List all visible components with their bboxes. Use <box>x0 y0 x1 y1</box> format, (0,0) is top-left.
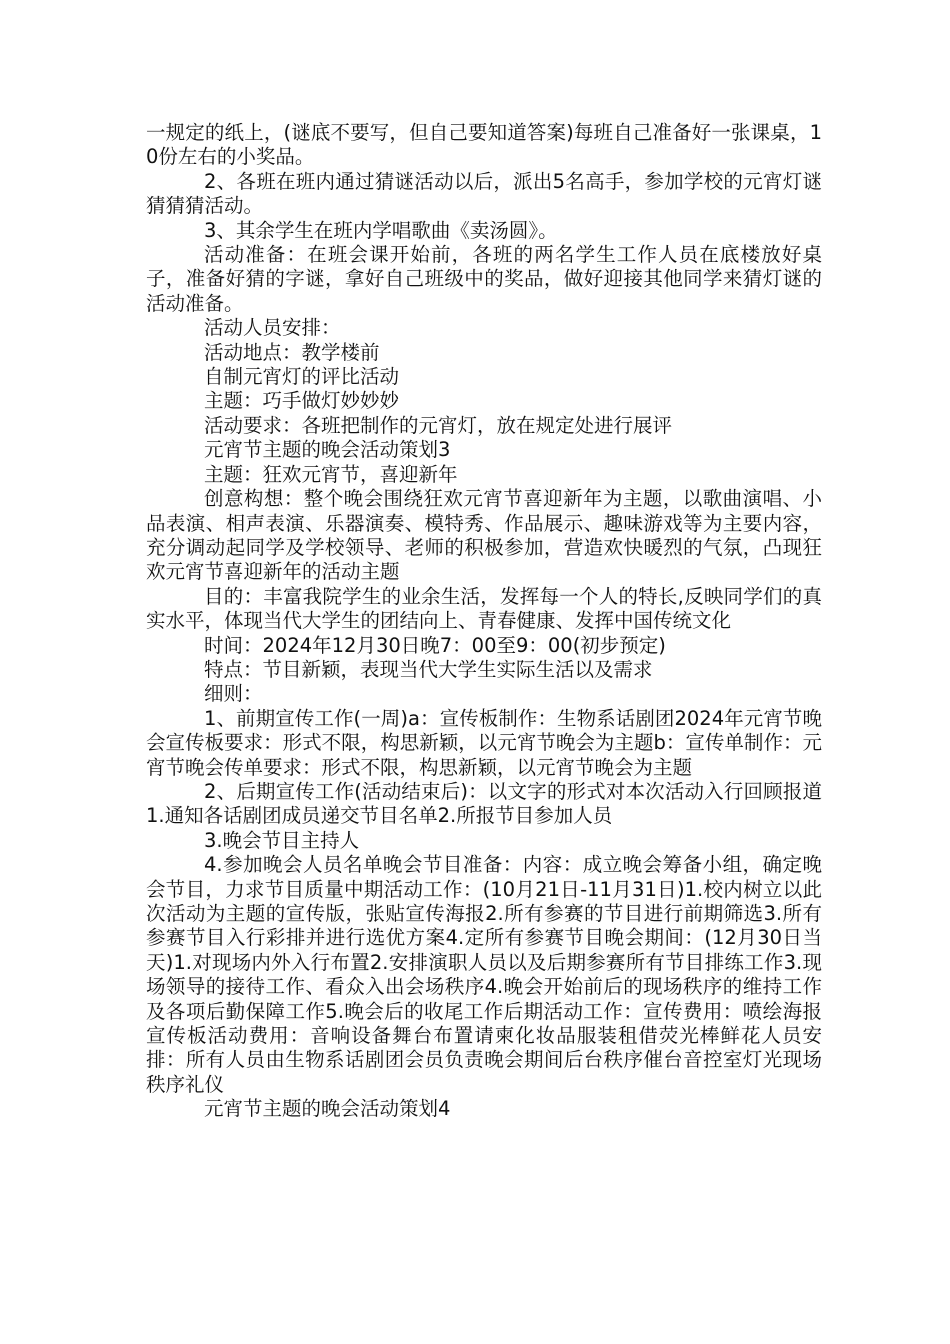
paragraph-pre-promotion: 1、前期宣传工作(一周)a：宣传板制作：生物系话剧团2024年元宵节晚会宣传板要求：形式不限，构思新颖，以元宵节晚会为主题b：宣传单制作：元宵节晚会传单要求：形式不限，构思新颖，以元宵节晚会为主题 <box>146 706 822 779</box>
paragraph-step-3: 3、其余学生在班内学唱歌曲《卖汤圆》。 <box>204 218 558 242</box>
document-body <box>146 121 822 1122</box>
paragraph-purpose: 目的：丰富我院学生的业余生活，发挥每一个人的特长,反映同学们的真实水平，体现当代大学生的团结向上、青春健康、发挥中国传统文化 <box>146 584 822 633</box>
paragraph-concept: 创意构想：整个晚会围绕狂欢元宵节喜迎新年为主题，以歌曲演唱、小品表演、相声表演、乐器演奏、模特秀、作品展示、趣味游戏等为主要内容，充分调动起同学及学校领导、老师的积极参加，营造欢快暖烈的气氛，凸现狂欢元宵节喜迎新年的活动主题 <box>146 487 822 584</box>
paragraph-staff-arrangement: 活动人员安排： <box>204 316 341 340</box>
paragraph-time: 时间：2024年12月30日晚7：00至9：00(初步预定) <box>204 633 666 657</box>
paragraph-host: 3.晚会节目主持人 <box>204 828 360 852</box>
section-heading-plan-4: 元宵节主题的晚会活动策划4 <box>204 1097 451 1121</box>
paragraph-features: 特点：节目新颖，表现当代大学生实际生活以及需求 <box>204 657 653 681</box>
paragraph-participants: 4.参加晚会人员名单晚会节目准备：内容：成立晚会筹备小组，确定晚会节目，力求节目质量中期活动工作：(10月21日-11月31日)1.校内树立以此次活动为主题的宣传版，张贴宣传海报2.所有参赛的节目进行前期筛选3.所有参赛节目入行彩排并进行选优方案4.定所有参赛节目晚会期间：(12月30日当天)1.对现场内外入行布置2.安排演职人员以及后期参赛所有节目排练工作3.现场领导的接待工作、看众入出会场秩序4.晚会开始前后的现场秩序的维持工作及各项后勤保障工作5.晚会后的收尾工作后期活动工作：宣传费用：喷绘海报宣传板活动费用：音响设备舞台布置请柬化妆品服装租借荧光棒鲜花人员安排：所有人员由生物系话剧团会员负责晚会期间后台秩序催台音控室灯光现场秩序礼仪 <box>146 853 822 1096</box>
paragraph-location: 活动地点：教学楼前 <box>204 340 380 364</box>
paragraph-prep-items: 一规定的纸上，(谜底不要写，但自己要知道答案)每班自己准备好一张课桌，10份左右的小奖品。 <box>146 121 822 169</box>
paragraph-requirements: 活动要求：各班把制作的元宵灯，放在规定处进行展评 <box>204 413 673 437</box>
paragraph-details-label: 细则： <box>204 682 263 706</box>
paragraph-theme-lantern: 主题：巧手做灯妙妙妙 <box>204 389 400 413</box>
section-heading-plan-3: 元宵节主题的晚会活动策划3 <box>204 438 451 462</box>
paragraph-lantern-contest: 自制元宵灯的评比活动 <box>204 365 400 389</box>
paragraph-theme-gala: 主题：狂欢元宵节，喜迎新年 <box>204 462 458 486</box>
paragraph-post-promotion: 2、后期宣传工作(活动结束后)：以文字的形式对本次活动入行回顾报道1.通知各话剧团成员递交节目名单2.所报节目参加人员 <box>146 779 822 828</box>
paragraph-activity-prep: 活动准备：在班会课开始前，各班的两名学生工作人员在底楼放好桌子，准备好猜的字谜，拿好自己班级中的奖品，做好迎接其他同学来猜灯谜的活动准备。 <box>146 243 822 315</box>
paragraph-step-2: 2、各班在班内通过猜谜活动以后，派出5名高手，参加学校的元宵灯谜猜猜猜活动。 <box>146 169 822 218</box>
